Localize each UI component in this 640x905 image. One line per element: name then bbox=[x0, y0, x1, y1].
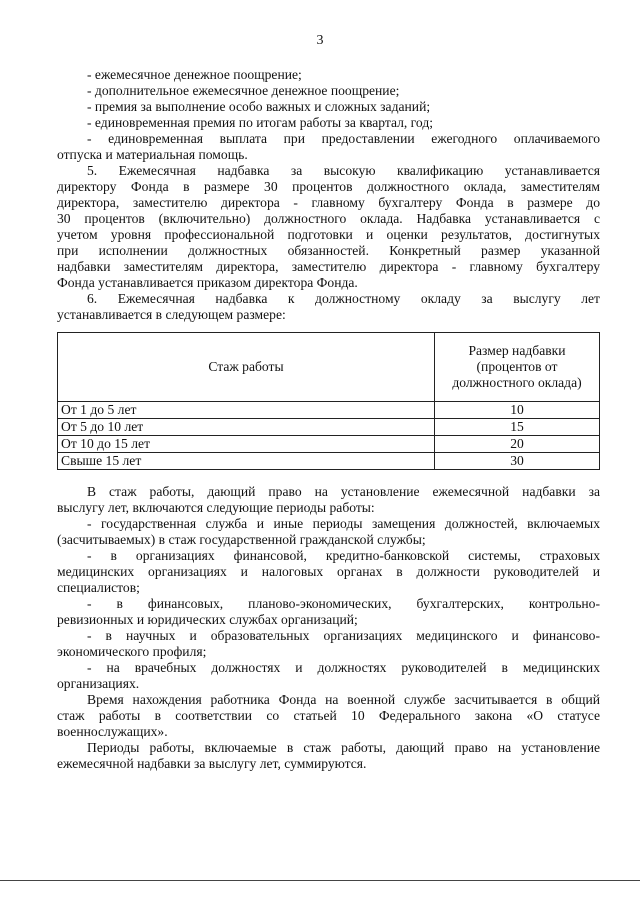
list-item: - премия за выполнение особо важных и сложных заданий; bbox=[87, 99, 431, 114]
paragraph-military: Время нахождения работника Фонда на военной службе засчитывается в общий стаж работы в соответствии со статьей 10 Федерального закона «О статусе военнослужащих». bbox=[57, 692, 600, 739]
bonus-list bbox=[57, 67, 600, 163]
table-header-bonus: Размер надбавки (процентов от должностного оклада) bbox=[435, 333, 600, 402]
paragraph-5: 5. Ежемесячная надбавка за высокую квалификацию устанавливается директору Фонда в размере 30 процентов должностного оклада, заместителям директора, заместителю директора - главному бухгалтеру Фонда в размере до 30 процентов (включительно) должностного оклада. Надбавка устанавливается с учетом уровня профессиональной подготовки и оценки результатов, достигнутых при исполнении должностных обязанностей. Конкретный размер указанной надбавки заместителям директора, заместителю директора - главному бухгалтеру Фонда устанавливается приказом директора Фонда. bbox=[57, 163, 600, 290]
paragraph-6: 6. Ежемесячная надбавка к должностному окладу за выслугу лет устанавливается в следующем размере: bbox=[57, 291, 600, 322]
table-cell-value: 15 bbox=[435, 419, 600, 436]
table-cell-period: От 5 до 10 лет bbox=[58, 419, 435, 436]
list-item: - государственная служба и иные периоды замещения должностей, включаемых bbox=[87, 516, 600, 531]
table-cell-value: 10 bbox=[435, 402, 600, 419]
table-cell-value: 20 bbox=[435, 436, 600, 453]
list-item-continuation: ревизионных и юридических службах организаций; bbox=[57, 612, 358, 627]
table-header-row bbox=[58, 333, 600, 402]
list-item-continuation: специалистов; bbox=[57, 580, 140, 595]
paragraph-stazh: В стаж работы, дающий право на установление ежемесячной надбавки за выслугу лет, включаются следующие периоды работы: bbox=[57, 484, 600, 515]
table-cell-period: От 10 до 15 лет bbox=[58, 436, 435, 453]
seniority-table bbox=[57, 332, 600, 470]
table-cell-period: От 1 до 5 лет bbox=[58, 402, 435, 419]
list-item: - на врачебных должностях и должностях руководителей в медицинских bbox=[87, 660, 600, 675]
table-header-period: Стаж работы bbox=[58, 333, 435, 402]
table-row bbox=[58, 419, 600, 436]
list-item-continuation: (засчитываемых) в стаж государственной гражданской службы; bbox=[57, 532, 426, 547]
table-row bbox=[58, 436, 600, 453]
list-item-continuation: экономического профиля; bbox=[57, 644, 207, 659]
page-bottom-divider bbox=[0, 880, 640, 881]
list-item-continuation: отпуска и материальная помощь. bbox=[57, 147, 248, 162]
table-cell-value: 30 bbox=[435, 453, 600, 470]
page-number: 3 bbox=[316, 33, 324, 48]
paragraph-sum: Периоды работы, включаемые в стаж работы, дающий право на установление ежемесячной надбавки за выслугу лет, суммируются. bbox=[57, 740, 600, 771]
list-item-continuation: медицинских организациях и налоговых органах в должности руководителей и bbox=[57, 564, 600, 579]
periods-list bbox=[57, 516, 600, 692]
list-item-continuation: организациях. bbox=[57, 676, 140, 691]
document-body bbox=[57, 67, 600, 772]
list-item: - дополнительное ежемесячное денежное поощрение; bbox=[87, 83, 400, 98]
table-cell-period: Свыше 15 лет bbox=[58, 453, 435, 470]
list-item: - в организациях финансовой, кредитно-банковской системы, страховых bbox=[87, 548, 600, 563]
table-row bbox=[58, 402, 600, 419]
list-item: - в финансовых, планово-экономических, бухгалтерских, контрольно- bbox=[87, 596, 600, 611]
table-row bbox=[58, 453, 600, 470]
list-item: - ежемесячное денежное поощрение; bbox=[87, 67, 302, 82]
list-item: - единовременная премия по итогам работы за квартал, год; bbox=[87, 115, 434, 130]
list-item: - единовременная выплата при предоставлении ежегодного оплачиваемого bbox=[87, 131, 600, 146]
list-item: - в научных и образовательных организациях медицинского и финансово- bbox=[87, 628, 600, 643]
